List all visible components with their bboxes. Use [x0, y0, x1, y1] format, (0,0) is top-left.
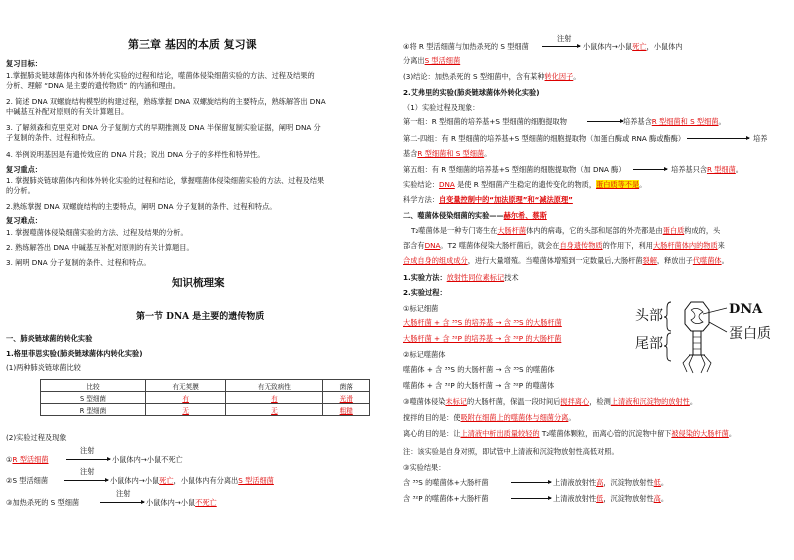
steps-title: （1）实验过程及现象： — [403, 103, 480, 112]
note-line: 注：该实验是自身对照，即试管中上清液和沉淀物放射性高低对照。 — [403, 447, 619, 456]
inject-label: 注射 — [80, 446, 95, 455]
item4-line-tail: 小鼠体内→小鼠死亡，小鼠体内 — [583, 42, 683, 51]
section-title: 第一节 DNA 是主要的遗传物质 — [136, 312, 265, 322]
item4-line2: 分离出S 型活细菌 — [403, 56, 461, 65]
step-2: 第二-四组：有 R 型细菌的培养基+S 型细菌的细胞提取物（加蛋白酶或 RNA 酶或酯酶） — [403, 134, 686, 143]
subsection-heading: 1.格里菲思实验(肺炎链球菌体内转化实验) — [6, 349, 143, 358]
arrow-icon — [587, 121, 623, 122]
diagram-tail-label: 尾部 — [635, 336, 663, 352]
phage-paragraph: 部含有DNA。T2 噬菌体侵染大肠杆菌后，就会在自身遗传物质的作用下，利用大肠杆菌体内的物质来 — [403, 241, 725, 250]
phage-section-title: 二、噬菌体侵染细菌的实验——赫尔希、蔡斯 — [403, 211, 547, 220]
arrow-icon — [633, 169, 667, 170]
label-phage-line: 噬菌体 + 含 ³²P 的大肠杆菌 → 含 ³²P 的噬菌体 — [403, 381, 555, 390]
key-line: 2.熟练掌握 DNA 双螺旋结构的主要特点，阐明 DNA 分子复制的条件、过程和特点。 — [6, 202, 277, 211]
label-bacteria-line: 大肠杆菌 + 含 ³²P 的培养基 → 含 ³²P 的大肠杆菌 — [403, 334, 562, 343]
table-cell: 无 — [226, 404, 323, 416]
table-cell: R 型细菌 — [41, 404, 146, 416]
table-header: 菌落 — [323, 380, 370, 392]
goal-line: 2. 简述 DNA 双螺旋结构模型的构建过程，熟练掌握 DNA 双螺旋结构的主要特点，熟练解答出 DNA — [6, 97, 326, 106]
arrow-icon — [511, 482, 551, 483]
label-bacteria-line: 大肠杆菌 + 含 ³⁵S 的培养基 → 含 ³⁵S 的大肠杆菌 — [403, 318, 562, 327]
goal-line: 子复制的条件、过程和特点。 — [6, 133, 100, 142]
step-1: 第一组：R 型细菌的培养基+S 型细菌的细胞提取物 — [403, 117, 567, 126]
result-2: 含 ³²P 的噬菌体+大肠杆菌 — [403, 494, 489, 503]
goal-line: 分析、理解 “DNA 是主要的遗传物质” 的内涵和理由。 — [6, 81, 180, 90]
label-phage-line: 噬菌体 + 含 ³⁵S 的大肠杆菌 → 含 ³⁵S 的噬菌体 — [403, 365, 555, 374]
arrow-icon — [687, 138, 749, 139]
comparison-table — [40, 379, 370, 416]
process-item-2: ②S 型活细菌 — [6, 476, 49, 485]
table-cell: 光滑 — [323, 392, 370, 404]
key-line: 1. 掌握肺炎链球菌体内和体外转化实验的过程和结论，掌握噬菌体侵染细菌实验的方法、过程及结果 — [6, 176, 325, 185]
step-1-tail: 培养基含R 型细菌和 S 型细菌。 — [623, 117, 726, 126]
result-1: 含 ³⁵S 的噬菌体+大肠杆菌 — [403, 478, 489, 487]
step-3: 第五组：有 R 型细菌的培养基+S 型细菌的细胞提取物（加 DNA 酶） — [403, 165, 626, 174]
diff-line: 2. 熟练解答出 DNA 中碱基互补配对原则的有关计算题目。 — [6, 243, 194, 252]
table-cell: 有 — [226, 392, 323, 404]
inject-label: 注射 — [116, 489, 131, 498]
experiment-2-title: 2.艾弗里的实验(肺炎链球菌体外转化实验) — [403, 88, 540, 97]
diagram-head-label: 头部 — [635, 308, 663, 324]
goal-line: 4. 举例说明基因是有遗传效应的 DNA 片段；说出 DNA 分子的多样性和特异性。 — [6, 150, 265, 159]
goals-title: 复习目标： — [6, 59, 42, 68]
arrow-icon — [511, 498, 551, 499]
process-item-1: ①R 型活细菌 — [6, 455, 49, 464]
inject-label: 注射 — [80, 467, 95, 476]
process-item-3: ③加热杀死的 S 型细菌 — [6, 498, 80, 507]
experiment-conclusion: 实验结论：DNA 是使 R 型细菌产生稳定的遗传变化的物质，蛋白质等不是。 — [403, 180, 647, 189]
process-item-tail: 小鼠体内→小鼠不死亡 — [112, 455, 183, 464]
centrifuge-line: 离心的目的是：让上清液中析出质量较轻的 T₂噬菌体颗粒，而离心管的沉淀物中留下被侵染的大肠杆菌。 — [403, 429, 737, 438]
process-item-tail: 小鼠体内→小鼠不死亡 — [146, 498, 217, 507]
label-phage: ②标记噬菌体 — [403, 350, 446, 359]
key-line: 的分析。 — [6, 186, 35, 195]
diagram-protein-label: 蛋白质 — [729, 326, 771, 342]
table-header: 比较 — [41, 380, 146, 392]
diff-title: 复习难点： — [6, 216, 42, 225]
table-header: 有无荚膜 — [146, 380, 226, 392]
step-2-line2: 基含R 型细菌和 S 型细菌。 — [403, 149, 492, 158]
item4-line: ④将 R 型活细菌与加热杀死的 S 型细菌 — [403, 42, 529, 51]
table-header: 有无致病性 — [226, 380, 323, 392]
step-2-tail: 培养 — [753, 134, 768, 143]
table-cell: 无 — [146, 404, 226, 416]
goal-line: 1.掌握肺炎链球菌体内和体外转化实验的过程和结论，噬菌体侵染细菌实验的方法、过程及结果的 — [6, 71, 315, 80]
subsection-heading: (1)两种肺炎链球菌比较 — [6, 363, 81, 372]
key-title: 复习重点： — [6, 165, 42, 174]
diff-line: 3. 阐明 DNA 分子复制的条件、过程和特点。 — [6, 258, 151, 267]
arrow-icon — [542, 46, 580, 47]
step-3-tail: 培养基只含R 型细菌。 — [671, 165, 743, 174]
inject-label: 注射 — [557, 34, 572, 43]
method-line: 1.实验方法：放射性同位素标记技术 — [403, 273, 519, 282]
table-row — [41, 404, 370, 416]
goal-line: 中碱基互补配对原则的有关计算题目。 — [6, 107, 129, 116]
table-cell: 有 — [146, 392, 226, 404]
scientific-method: 科学方法：自变量控制中的“加法原理”和“减法原理” — [403, 195, 573, 204]
page-title: 第三章 基因的本质 复习课 — [128, 38, 257, 51]
arrow-icon — [100, 502, 144, 503]
process-2-title: 2.实验过程： — [403, 288, 447, 297]
goal-line: 3. 了解须森和克里克对 DNA 分子复制方式的早期推测及 DNA 半保留复制实验证据，阐明 DNA 分 — [6, 123, 321, 132]
section-heading: 知识梳理案 — [172, 277, 225, 289]
table-header-row — [41, 380, 370, 392]
result-1-tail: 上清液放射性高，沉淀物放射性低。 — [553, 478, 669, 487]
result-2-tail: 上清液放射性低，沉淀物放射性高。 — [553, 494, 669, 503]
diff-line: 1. 掌握噬菌体侵染细菌实验的方法、过程及结果的分析。 — [6, 228, 188, 237]
result-title: ③实验结果： — [403, 463, 446, 472]
phage-paragraph: 合成自身的组成成分，进行大量增殖。当噬菌体增殖到一定数量后,大肠杆菌裂解，释放出子代噬菌体。 — [403, 256, 729, 265]
diagram-dna-label: DNA — [729, 302, 763, 317]
arrow-icon — [64, 480, 108, 481]
phage-paragraph: T₂噬菌体是一种专门寄生在大肠杆菌体内的病毒，它的头部和尾部的外壳都是由蛋白质构成的，头 — [411, 226, 721, 235]
stir-line: 搅拌的目的是：使吸附在细菌上的噬菌体与细菌分离。 — [403, 413, 576, 422]
phage-diagram — [633, 300, 783, 376]
subsection-heading: 一、肺炎链球菌的转化实验 — [6, 334, 93, 343]
arrow-icon — [66, 459, 110, 460]
table-row — [41, 392, 370, 404]
conclusion: (3)结论：加热杀死的 S 型细菌中，含有某种转化因子。 — [403, 72, 581, 81]
phage-icon — [633, 300, 783, 376]
infect-line: ③噬菌体侵染未标记的大肠杆菌，保温一段时间后搅拌离心，检测上清液和沉淀物的放射性。 — [403, 397, 698, 406]
process-title: (2)实验过程及现象 — [6, 433, 67, 442]
label-bacteria: ①标记细菌 — [403, 304, 439, 313]
table-cell: S 型细菌 — [41, 392, 146, 404]
process-item-tail: 小鼠体内→小鼠死亡，小鼠体内有分离出S 型活细菌 — [110, 476, 274, 485]
table-cell: 粗糙 — [323, 404, 370, 416]
